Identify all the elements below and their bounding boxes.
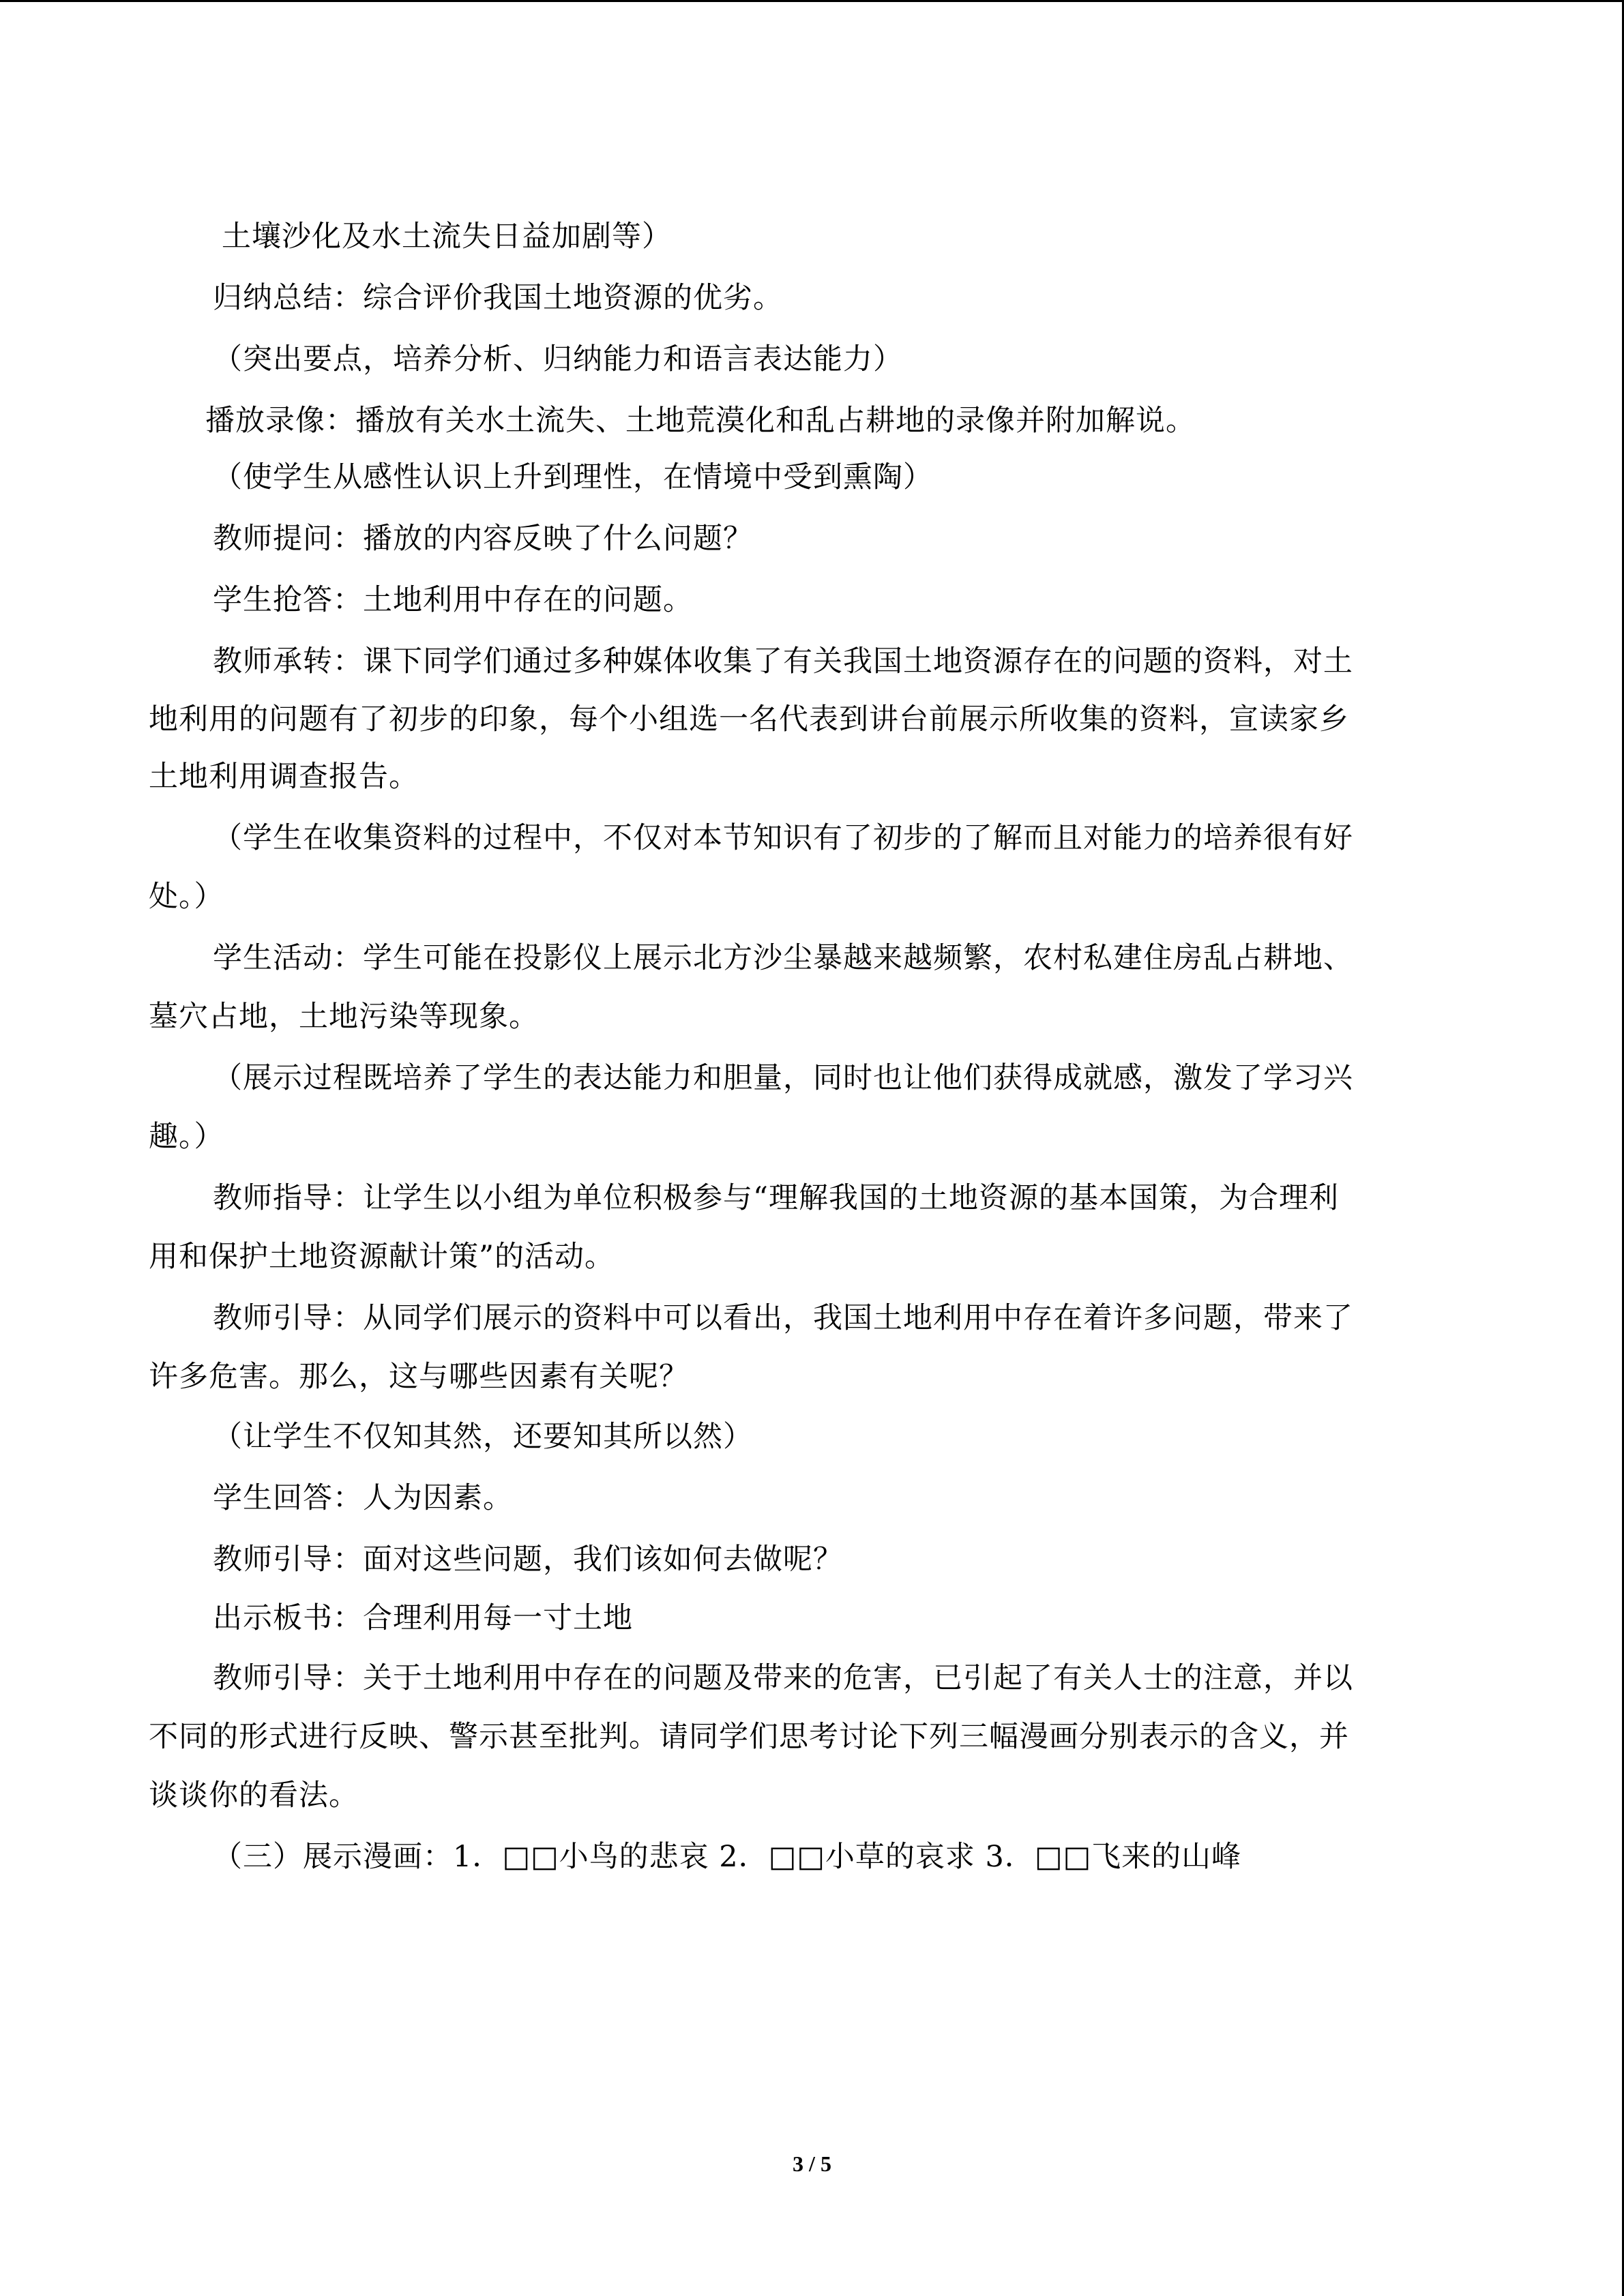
text-line: 教师提问：播放的内容反映了什么问题？ <box>213 522 753 556</box>
text-line: 学生活动：学生可能在投影仪上展示北方沙尘暴越来越频繁，农村私建住房乱占耕地、 <box>213 941 1353 975</box>
text-line: 趣。） <box>149 1120 224 1154</box>
text-line: 谈谈你的看法。 <box>149 1778 359 1813</box>
text-line: （展示过程既培养了学生的表达能力和胆量，同时也让他们获得成就感，激发了学习兴 <box>213 1061 1353 1095</box>
text-line: 处。） <box>149 880 224 914</box>
text-line: 教师引导：从同学们展示的资料中可以看出，我国土地利用中存在着许多问题，带来了 <box>213 1301 1353 1335</box>
text-line: 不同的形式进行反映、警示甚至批判。请同学们思考讨论下列三幅漫画分别表示的含义，并 <box>149 1720 1349 1754</box>
text-line: （使学生从感性认识上升到理性，在情境中受到熏陶） <box>213 460 933 494</box>
text-line: 教师引导：面对这些问题，我们该如何去做呢？ <box>213 1542 843 1577</box>
text-line: （学生在收集资料的过程中，不仅对本节知识有了初步的了解而且对能力的培养很有好 <box>213 821 1353 855</box>
text-line: 地利用的问题有了初步的印象，每个小组选一名代表到讲台前展示所收集的资料，宣读家乡 <box>149 702 1349 736</box>
text-line: 土地利用调查报告。 <box>149 760 419 794</box>
text-line: 教师指导：让学生以小组为单位积极参与“理解我国的土地资源的基本国策，为合理利 <box>213 1181 1339 1215</box>
text-line: 教师承转：课下同学们通过多种媒体收集了有关我国土地资源存在的问题的资料，对土 <box>213 644 1353 679</box>
text-line: 学生回答：人为因素。 <box>213 1481 513 1515</box>
text-line: 归纳总结：综合评价我国土地资源的优劣。 <box>213 281 783 315</box>
text-line: 墓穴占地，土地污染等现象。 <box>149 1000 539 1034</box>
page-number: 3 / 5 <box>793 2151 831 2176</box>
text-line: 学生抢答：土地利用中存在的问题。 <box>213 583 693 617</box>
text-line: 土壤沙化及水土流失日益加剧等） <box>222 220 672 254</box>
text-line: 用和保护土地资源献计策”的活动。 <box>149 1240 615 1274</box>
text-line: （让学生不仅知其然，还要知其所以然） <box>213 1420 753 1454</box>
text-line: 出示板书：合理利用每一寸土地 <box>213 1601 633 1635</box>
text-line: 许多危害。那么，这与哪些因素有关呢？ <box>149 1360 689 1394</box>
text-line: （三）展示漫画：1．□□小鸟的悲哀 2．□□小草的哀求 3．□□飞来的山峰 <box>213 1840 1242 1874</box>
text-line: （突出要点，培养分析、归纳能力和语言表达能力） <box>213 342 903 376</box>
text-line: 教师引导：关于土地利用中存在的问题及带来的危害，已引起了有关人士的注意，并以 <box>213 1661 1353 1695</box>
text-line: 播放录像：播放有关水土流失、土地荒漠化和乱占耕地的录像并附加解说。 <box>205 404 1196 438</box>
